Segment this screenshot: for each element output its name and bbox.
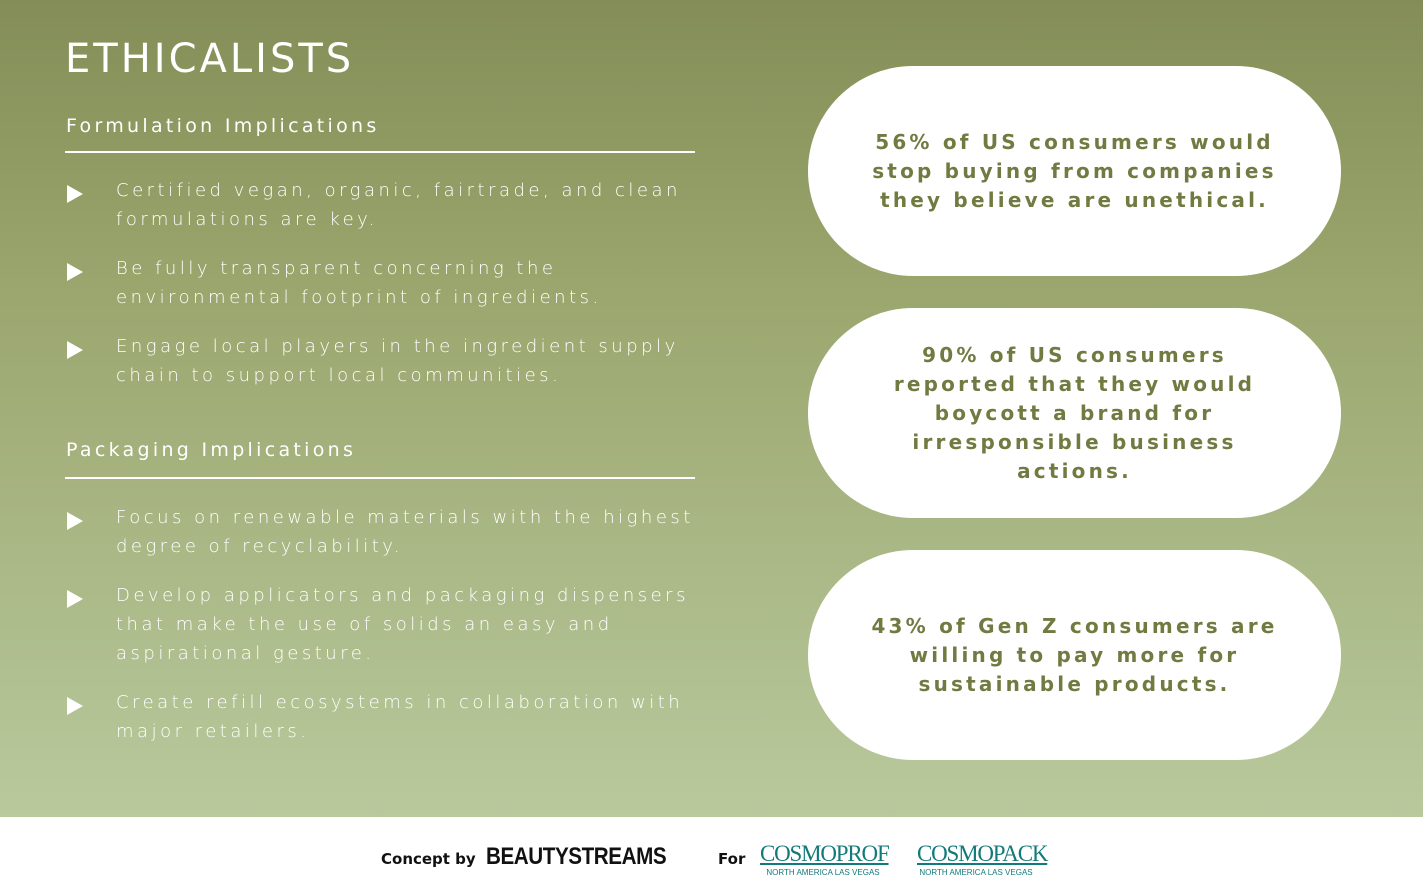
triangle-bullet-icon [67,590,83,608]
triangle-bullet-icon [67,512,83,530]
for-label: For [718,850,746,868]
packaging-list [65,503,715,766]
concept-by-label: Concept by [381,850,476,868]
list-item-text: Develop applicators and packaging dispensers that make the use of solids an easy and aspirational gesture. [116,585,689,664]
footer [0,817,1423,889]
stat-text: 56% of US consumers would stop buying from companies they believe are unethical. [872,129,1277,212]
list-item-text: Be fully transparent concerning the environmental footprint of ingredients. [116,258,602,308]
triangle-bullet-icon [67,263,83,281]
stat-card [808,308,1341,518]
stat-text: 90% of US consumers reported that they would boycott a brand for irresponsible business actions. [893,342,1256,483]
packaging-divider [65,477,695,479]
list-item [65,581,715,668]
beautystreams-logo: BEAUTYSTREAMS [486,843,667,870]
partner-name: COSMOPACK [917,841,1048,866]
list-item [65,688,715,746]
list-item [65,332,715,390]
partner-subtitle: NORTH AMERICA LAS VEGAS [766,868,880,877]
triangle-bullet-icon [67,697,83,715]
list-item [65,503,715,561]
partner-name: COSMOPROF [760,841,889,866]
list-item-text: Create refill ecosystems in collaboration with major retailers. [116,692,684,742]
formulation-divider [65,151,695,153]
formulation-list [65,176,715,410]
list-item-text: Focus on renewable materials with the highest degree of recyclability. [116,507,694,557]
list-item [65,254,715,312]
cosmoprof-logo [760,841,889,877]
list-item-text: Certified vegan, organic, fairtrade, and clean formulations are key. [116,180,681,230]
triangle-bullet-icon [67,341,83,359]
stat-text: 43% of Gen Z consumers are willing to pay more for sustainable products. [871,613,1278,696]
page-title: ETHICALISTS [65,36,355,82]
list-item [65,176,715,234]
formulation-heading: Formulation Implications [66,115,380,137]
list-item-text: Engage local players in the ingredient supply chain to support local communities. [116,336,679,386]
triangle-bullet-icon [67,185,83,203]
cosmopack-logo [917,841,1048,877]
partner-subtitle: NORTH AMERICA LAS VEGAS [919,868,1033,877]
stat-card [808,66,1341,276]
stat-card [808,550,1341,760]
packaging-heading: Packaging Implications [66,439,357,461]
